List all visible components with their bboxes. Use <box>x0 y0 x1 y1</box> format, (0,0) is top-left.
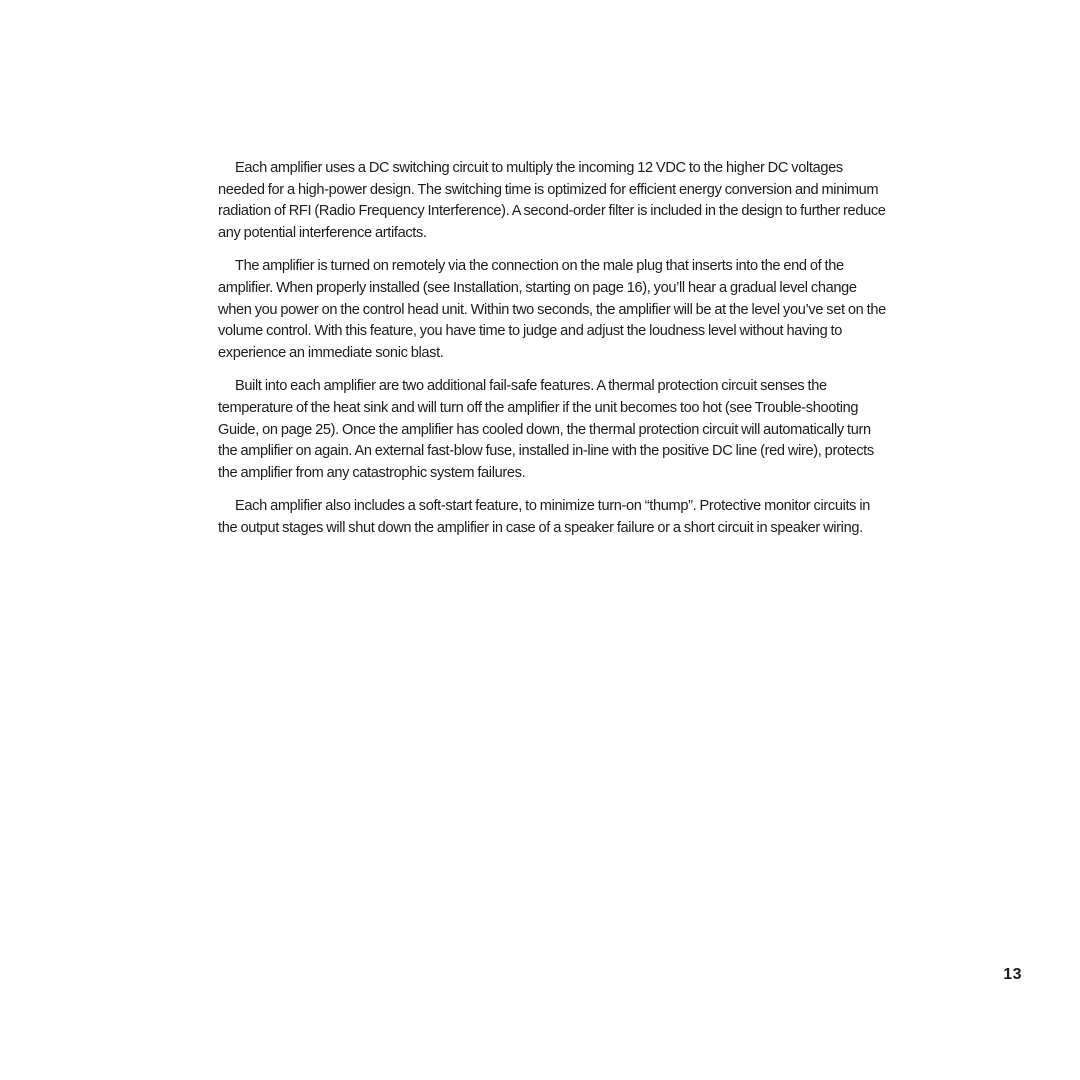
paragraph-remote-turn-on: The amplifier is turned on remotely via the connection on the male plug that inserts into the end of the amplifier. When properly installed (see Installation, starting on page 16), you’ll hear a gradual level change when you power on the control head unit. Within two seconds, the amplifier will be at the level you’ve set on the volume control. With this feature, you have time to judge and adjust the loudness level without having to experience an immediate sonic blast. <box>218 258 886 361</box>
paragraph-fail-safe-features: Built into each amplifier are two additional fail-safe features. A thermal protection circuit senses the temperature of the heat sink and will turn off the amplifier if the unit becomes too hot (see Trouble-shooting Guide, on page 25). Once the amplifier has cooled down, the thermal protection circuit will automatically turn the amplifier on again. An external fast-blow fuse, installed in-line with the positive DC line (red wire), protects the amplifier from any catastrophic system failures. <box>218 378 874 481</box>
paragraph-soft-start: Each amplifier also includes a soft-start feature, to minimize turn-on “thump”. Protective monitor circuits in the output stages will shut down the amplifier in case of a speaker failure or a short circuit in speaker wiring. <box>218 498 870 536</box>
paragraph-dc-switching: Each amplifier uses a DC switching circuit to multiply the incoming 12 VDC to the higher DC voltages needed for a high-power design. The switching time is optimized for efficient energy conversion and minimum radiation of RFI (Radio Frequency Interference). A second-order filter is included in the design to further reduce any potential interference artifacts. <box>218 160 886 241</box>
page-number: 13 <box>1003 966 1022 983</box>
body-text <box>218 158 886 552</box>
